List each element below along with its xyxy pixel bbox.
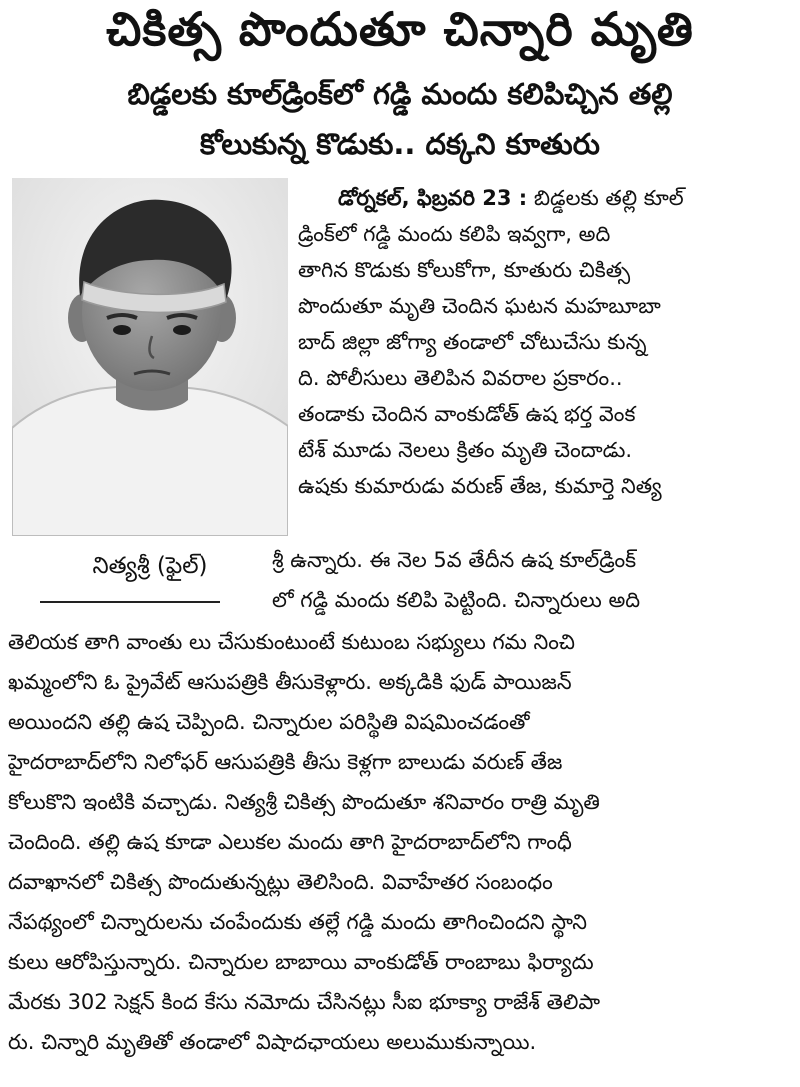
article-line: రు. చిన్నారి మృతితో తండాలో విషాదఛాయలు అలుముకున్నాయి. xyxy=(8,1030,537,1054)
article-line: ఉషకు కుమారుడు వరుణ్ తేజ, కుమార్తె నిత్య xyxy=(298,474,662,498)
article-line: తండాకు చెందిన వాంకుడోత్ ఉష భర్త వెంక xyxy=(298,402,636,426)
article-line: ది. పోలీసులు తెలిపిన వివరాల ప్రకారం.. xyxy=(298,366,623,390)
article-line: టేశ్ మూడు నెలలు క్రితం మృతి చెందాడు. xyxy=(298,438,633,462)
caption-divider xyxy=(40,601,220,603)
article-line: చెందింది. తల్లి ఉష కూడా ఎలుకల మందు తాగి హైదరాబాద్‌లోని గాంధీ xyxy=(8,830,572,854)
article-line: కోలుకొని ఇంటికి వచ్చాడు. నిత్యశ్రీ చికిత్స పొందుతూ శనివారం రాత్రి మృతి xyxy=(8,790,600,814)
article-line xyxy=(298,180,794,217)
article-line: లో గడ్డి మందు కలిపి పెట్టింది. చిన్నారులు అది xyxy=(272,588,641,612)
child-photo xyxy=(12,178,288,536)
subheadline-line-2: కోలుకున్న కొడుకు.. దక్కని కూతురు xyxy=(200,127,600,161)
headline: చికిత్స పొందుతూ చిన్నారి మృతి xyxy=(106,2,694,56)
article-line: బాద్ జిల్లా జోగ్యా తండాలో చోటుచేసు కున్న xyxy=(298,330,647,354)
child-photo-illustration xyxy=(12,178,288,536)
article-line: పొందుతూ మృతి చెందిన ఘటన మహబూబా xyxy=(298,294,661,318)
article-line: అయిందని తల్లి ఉష చెప్పింది. చిన్నారుల పరిస్థితి విషమించడంతో xyxy=(8,710,530,734)
article-line: తాగిన కొడుకు కోలుకోగా, కూతురు చికిత్స xyxy=(298,258,631,282)
article-line: దవాఖానలో చికిత్స పొందుతున్నట్లు తెలిసింది. వివాహేతర సంబంధం xyxy=(8,870,553,894)
article-text: బిడ్డలకు తల్లి కూల్ xyxy=(533,186,684,210)
photo-caption: నిత్యశ్రీ (ఫైల్) xyxy=(92,553,208,579)
subheadline-line-1: బిడ్డలకు కూల్‌డ్రింక్‌లో గడ్డి మందు కలిపిచ్చిన తల్లి xyxy=(127,77,673,111)
article-line: మేరకు 302 సెక్షన్ కింద కేసు నమోదు చేసినట్లు సీఐ భూక్యా రాజేశ్ తెలిపా xyxy=(8,990,601,1014)
dateline: డోర్నకల్, ఫిబ్రవరి 23 : xyxy=(338,186,528,210)
article-line: తెలియక తాగి వాంతు లు చేసుకుంటుంటే కుటుంబ సభ్యులు గమ నించి xyxy=(8,630,575,654)
article-line: శ్రీ ఉన్నారు. ఈ నెల 5వ తేదీన ఉష కూల్‌డ్రింక్ xyxy=(272,548,637,572)
article-line: హైదరాబాద్‌లోని నిలోఫర్ ఆసుపత్రికి తీసు కెళ్లగా బాలుడు వరుణ్ తేజ xyxy=(8,750,563,774)
article-line: నేపథ్యంలో చిన్నారులను చంపేందుకు తల్లే గడ్డి మందు తాగించిందని స్థాని xyxy=(8,910,588,934)
article-line: ఖమ్మంలోని ఓ ప్రైవేట్ ఆసుపత్రికి తీసుకెళ్లారు. అక్కడికి ఫుడ్ పాయిజన్ xyxy=(8,670,572,694)
article-line: డ్రింక్‌లో గడ్డి మందు కలిపి ఇవ్వగా, అది xyxy=(298,222,611,246)
article-line: కులు ఆరోపిస్తున్నారు. చిన్నారుల బాబాయి వాంకుడోత్ రాంబాబు ఫిర్యాదు xyxy=(8,950,594,974)
